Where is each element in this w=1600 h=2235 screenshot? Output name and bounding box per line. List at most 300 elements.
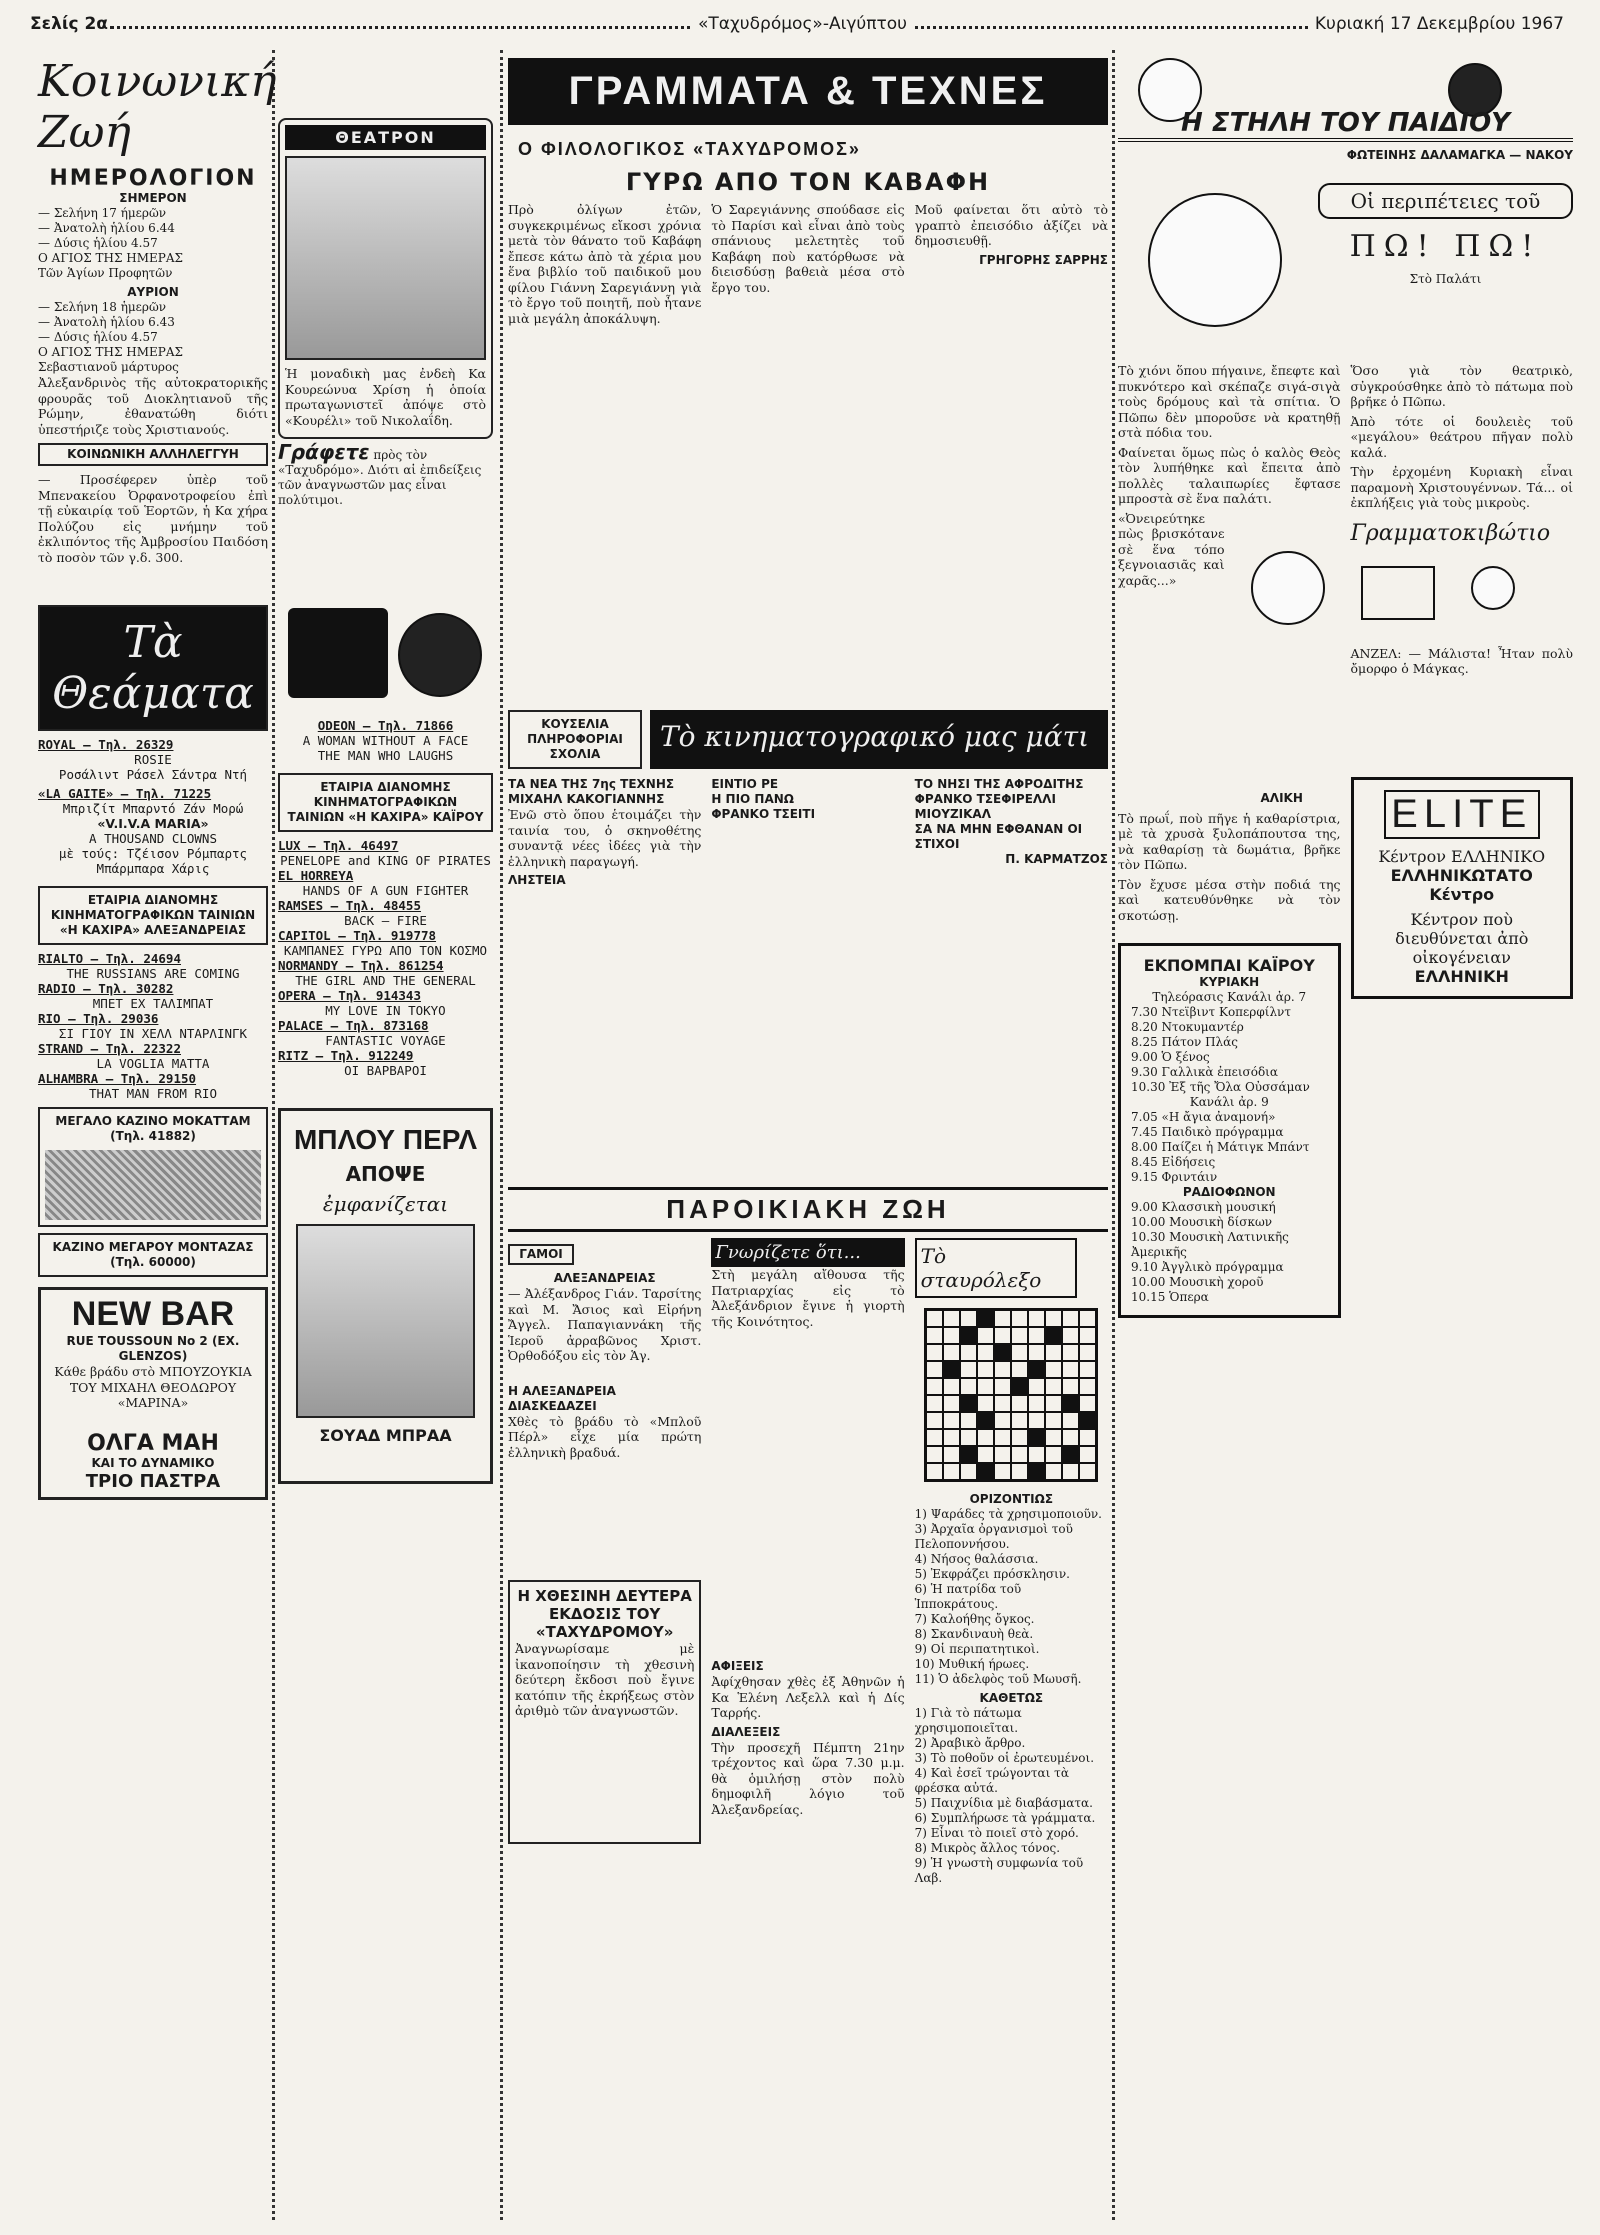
- tomorrow-line: Ο ΑΓΙΟΣ ΤΗΣ ΗΜΕΡΑΣ: [38, 345, 184, 359]
- tv-program: [1131, 1005, 1328, 1095]
- film-news-head: ΛΗΣΤΕΙΑ: [508, 873, 566, 887]
- crossword-cell: [977, 1429, 994, 1446]
- crossword-cell: [960, 1395, 977, 1412]
- tomorrow-line: — Δύσις ἡλίου 4.57: [38, 330, 158, 344]
- cinema-name: RAMSES — Τηλ. 48455: [278, 898, 421, 913]
- story-paragraph: Τὸν ἔχυσε μέσα στὴν ποδιά της καὶ κατευθύνθηκε νὰ τὸν σκοτώσῃ.: [1118, 876, 1341, 923]
- mailbox-title: Γραμματοκιβώτιο: [1350, 520, 1551, 546]
- film-news-text: Ἐνῶ στὸ ὅπου ἑτοιμάζει τὴν ταινία του, ὁ σκηνοθέτης συναντᾷ νέες ἰδέες γιὰ τὴν ἑλληνικὴ παραγωγή.: [508, 807, 702, 869]
- story-hero: ΠΩ! ΠΩ!: [1349, 229, 1542, 264]
- tv-slot: 8.45 Εἰδήσεις: [1131, 1155, 1216, 1169]
- tv-slot: 9.30 Γαλλικὰ ἐπεισόδια: [1131, 1065, 1278, 1079]
- crossword-cell: [926, 1463, 943, 1480]
- film-title: «V.I.V.A MARIA»: [97, 816, 209, 831]
- story-subtitle: Στὸ Παλάτι: [1409, 272, 1482, 286]
- crossword-cell: [1028, 1446, 1045, 1463]
- girl-caption: ΑΛΙΚΗ: [1260, 790, 1303, 805]
- crossword-cell: [994, 1327, 1011, 1344]
- singer-name: ΟΛΓΑ ΜΑΗ: [87, 1430, 219, 1456]
- tv-slot: 8.20 Ντοκυμαντέρ: [1131, 1020, 1244, 1034]
- casino-ad: [38, 1233, 268, 1277]
- clue: 4) Νήσος θαλάσσια.: [914, 1552, 1039, 1566]
- crossword-cell: [1062, 1446, 1079, 1463]
- cinema-name: EL HORREYA: [278, 868, 354, 883]
- crossword-cell: [943, 1310, 960, 1327]
- children-banner: [1118, 58, 1573, 138]
- elite-line: ΕΛΛΗΝΙΚΩΤΑΤΟ Κέντρο: [1390, 865, 1533, 904]
- crossword-cell: [943, 1395, 960, 1412]
- story-title-box: [1318, 173, 1573, 363]
- cinema-listing: [278, 718, 493, 763]
- crossword-cell: [1045, 1378, 1062, 1395]
- crossword-cell: [926, 1412, 943, 1429]
- shows-title: Τὰ Θεάματα: [38, 605, 268, 731]
- children-column: [1118, 48, 1573, 2220]
- clue: 9) Ἡ γνωστὴ συμφωνία τοῦ Λαβ.: [914, 1856, 1084, 1885]
- crossword-cell: [1011, 1344, 1028, 1361]
- theatre-column: [278, 48, 493, 2220]
- clue: 9) Οἱ περιπατητικοὶ.: [914, 1642, 1040, 1656]
- community-title: ΠΑΡΟΙΚΙΑΚΗ ΖΩΗ: [508, 1187, 1108, 1232]
- lecture-title: Η ΑΛΕΞΑΝΔΡΕΙΑ ΔΙΑΣΚΕΔΑΖΕΙ: [508, 1383, 616, 1413]
- today-line: — Σελήνη 17 ήμερῶν: [38, 206, 167, 220]
- cinema-name: CAPITOL — Τηλ. 919778: [278, 928, 437, 943]
- crossword-cell: [926, 1446, 943, 1463]
- crossword-cell: [1011, 1446, 1028, 1463]
- city-label: ΑΛΕΞΑΝΔΡΕΙΑΣ: [553, 1271, 656, 1285]
- band-line: ΚΑΙ ΤΟ ΔΥΝΑΜΙΚΟ: [91, 1455, 215, 1470]
- clue: 7) Εἶναι τὸ ποιεῖ στὸ χορό.: [914, 1826, 1079, 1840]
- mailbox-drawing: [1351, 556, 1574, 646]
- crossword-cell: [960, 1344, 977, 1361]
- casino-ad: [38, 1107, 268, 1227]
- crossword-cell: [994, 1395, 1011, 1412]
- children-title: Η ΣΤΗΛΗ ΤΟΥ ΠΑΙΔΙΟΥ: [1118, 108, 1573, 142]
- casino-name: ΜΕΓΑΛΟ ΚΑΖΙΝΟ ΜΟΚΑΤΤΑΜ (Τηλ. 41882): [55, 1114, 251, 1143]
- new-bar-title: NEW BAR: [71, 1295, 235, 1333]
- article-body: [508, 202, 1108, 702]
- elite-ad: [1351, 777, 1574, 999]
- radio-program: [1131, 1200, 1328, 1305]
- crossword-cell: [943, 1361, 960, 1378]
- crossword-cell: [943, 1344, 960, 1361]
- crossword-cell: [926, 1344, 943, 1361]
- singer-name: ΣΟΥΑΔ ΜΠΡΑΑ: [319, 1426, 452, 1445]
- radio-label: ΡΑΔΙΟΦΩΝΟΝ: [1182, 1185, 1276, 1199]
- column-author: ΦΩΤΕΙΝΗΣ ΔΑΛΑΜΑΓΚΑ — ΝΑΚΟΥ: [1346, 148, 1573, 162]
- radio-day: ΚΥΡΙΑΚΗ: [1199, 975, 1260, 989]
- crossword-cell: [926, 1378, 943, 1395]
- film-title: ΣΙ ΓΙΟΥ ΙΝ ΧΕΛΛ ΝΤΑΡΛΙΝΓΚ: [58, 1026, 248, 1041]
- lectures-text: Τὴν προσεχῆ Πέμπτη 21ην τρέχοντος καὶ ὥρα 7.30 μ.μ. θὰ ὁμιλήσῃ στὸν πολὺ δημοφιλῆ λόγιο τοῦ Ἀλεξανδρείας.: [711, 1739, 905, 1817]
- clue: 7) Καλοήθης ὄγκος.: [914, 1612, 1035, 1626]
- elite-title: ELITE: [1384, 790, 1541, 839]
- today-line: — Ἀνατολὴ ἡλίου 6.44: [38, 221, 175, 235]
- tomorrow-line: Σεβαστιανοῦ μάρτυρος: [38, 360, 179, 374]
- crossword-cell: [977, 1463, 994, 1480]
- clue: 4) Καὶ ἐσεῖ τρώγονται τὰ φρέσκα αὐτά.: [914, 1766, 1069, 1795]
- write-to-us: [278, 440, 493, 508]
- film-cast: μὲ τούς: Τζέισον Ρόμπαρτς Μπάρμπαρα Χάρις: [58, 846, 248, 876]
- crossword-cell: [1079, 1463, 1096, 1480]
- cinema-name: NORMANDY — Τηλ. 861254: [278, 958, 444, 973]
- cinema-name: RIALTO — Τηλ. 24694: [38, 951, 181, 966]
- film-title: BACK — FIRE: [344, 913, 427, 928]
- arts-column: [508, 48, 1108, 2220]
- story-title: Οἱ περιπέτειες τοῦ: [1318, 183, 1573, 219]
- actress-photo: [285, 156, 486, 360]
- tv-slot: 9.00 Ὁ ξένος: [1131, 1050, 1210, 1064]
- mail-text: ΑΝΖΕΛ: — Μάλιστα! Ἦταν πολὺ ὄμορφο ὁ Μάγκας.: [1350, 645, 1573, 676]
- clue: 3) Τὸ ποθοῦν οἱ ἐρωτευμένοι.: [914, 1751, 1095, 1765]
- crossword-cell: [1079, 1361, 1096, 1378]
- radio-box: [1118, 943, 1341, 1318]
- photo-caption: Ἡ μοναδικὴ μας ἐνδεὴ Κα Κουρεώνυα Χρίση ἡ ὁποία πρωταγωνιστεῖ ἀπόψε στὸ «Κουρέλι» τοῦ Νικολαΐδη.: [285, 366, 486, 428]
- film-title: HANDS OF A GUN FIGHTER: [302, 883, 469, 898]
- cinema-name: ODEON — Τηλ. 71866: [317, 718, 454, 733]
- crossword-cell: [1028, 1463, 1045, 1480]
- film-news-head: Η ΠΙΟ ΠΑΝΩ: [711, 792, 795, 806]
- across-clues: [915, 1507, 1108, 1687]
- page-header: [0, 8, 1600, 48]
- crossword-cell: [977, 1327, 994, 1344]
- today-line: Ο ΑΓΙΟΣ ΤΗΣ ΗΜΕΡΑΣ: [38, 251, 184, 265]
- crossword-cell: [1062, 1344, 1079, 1361]
- cinema-name: LUX — Τηλ. 46497: [278, 838, 399, 853]
- tv-slot: 10.30 Ἐξ τῆς Ὄλα Οὐσσάμαν: [1131, 1080, 1310, 1094]
- blue-pearl-ad: [278, 1108, 493, 1484]
- tv-slot: 7.30 Ντεϊβιντ Κοπερφίλντ: [1131, 1005, 1291, 1019]
- film-title: THE GIRL AND THE GENERAL: [295, 973, 476, 988]
- tomorrow-line: Ἀλεξανδρινὸς τῆς αὐτοκρατορικῆς φρουρᾶς τοῦ Διοκλητιανοῦ τῆς Ρώμην, ἐθανατώθη διότι ὑπεστήριζε τοὺς Χριστιανούς.: [38, 375, 268, 437]
- film-news-head: ΤΟ ΝΗΣΙ ΤΗΣ ΑΦΡΟΔΙΤΗΣ: [914, 777, 1084, 791]
- crossword-cell: [1062, 1310, 1079, 1327]
- crossword-cell: [1028, 1429, 1045, 1446]
- column-divider: [500, 50, 503, 2220]
- film-title: THAT MAN FROM RIO: [89, 1086, 217, 1101]
- article-paragraph: Πρὸ ὀλίγων ἐτῶν, συγκεκριμένως εἴκοσι χρόνια μετὰ τὸν θάνατο τοῦ Καβάφη ἔπεσε κάτω ἀπὸ τὰ χέρια μου ἕνα βιβλίο τοῦ παιδικοῦ μου φίλου Γιάννη Σαρεγιάννη γιὰ τὸ ἔργο τοῦ ποιητῆ, ποὺ ἦτανε μιὰ μεγάλη ἀποκάλυψη.: [508, 202, 702, 326]
- cinema-name: RIO — Τηλ. 29036: [38, 1011, 159, 1026]
- cinema-name: ALHAMBRA — Τηλ. 29150: [38, 1071, 197, 1086]
- today-label: ΣΗΜΕΡΟΝ: [119, 191, 187, 205]
- crossword-cell: [994, 1361, 1011, 1378]
- solidarity-text: — Προσέφερεν ὑπὲρ τοῦ Μπενακείου Ὀρφανοτροφείου ἐπὶ τῇ εὐκαιρίᾳ τοῦ Ἑορτῶν, ἡ Κα χήρα Πολύζου εἰς μνήμην τοῦ ἐκλιπόντος τῆς Ἀμβροσίου Παιδόση τὸ ποσὸν τῶν γ.δ. 300.: [38, 472, 268, 565]
- clue: 1) Γιὰ τὸ πάτωμα χρησιμοποιεῖται.: [914, 1706, 1022, 1735]
- crossword-cell: [1079, 1310, 1096, 1327]
- second-edition-box: [508, 1580, 701, 1844]
- crossword-cell: [1045, 1463, 1062, 1480]
- clue: 8) Σκανδιναυὴ θεὰ.: [914, 1627, 1034, 1641]
- elite-line: ΕΛΛΗΝΙΚΗ: [1414, 966, 1509, 986]
- film-title: ΜΠΕΤ ΕΧ ΤΑΛΙΜΠΑΤ: [92, 996, 214, 1011]
- singer-photo: [296, 1224, 475, 1418]
- elite-line: Κέντρον ποὺ διευθύνεται ἀπὸ οἰκογένειαν: [1395, 909, 1529, 967]
- crossword-cell: [977, 1344, 994, 1361]
- crossword-cell: [943, 1429, 960, 1446]
- story-body: [1118, 363, 1573, 1304]
- crossword-cell: [960, 1310, 977, 1327]
- crossword-cell: [1062, 1378, 1079, 1395]
- clue: 6) Συμπλήρωσε τὰ γράμματα.: [914, 1811, 1096, 1825]
- new-bar-text: Κάθε βράδυ στὸ ΜΠΟΥΖΟΥΚΙΑ ΤΟΥ ΜΙΧΑΗΛ ΘΕΟΔΩΡΟΥ «ΜΑΡΙΝΑ»: [54, 1364, 252, 1410]
- solidarity-title: ΚΟΙΝΩΝΙΚΗ ΑΛΛΗΛΕΓΓΥΗ: [38, 443, 268, 466]
- crossword-cell: [994, 1429, 1011, 1446]
- girl-illustration: [1231, 511, 1341, 811]
- down-label: ΚΑΘΕΤΩΣ: [979, 1691, 1044, 1705]
- new-bar-address: RUE TOUSSOUN No 2 (EX. GLENZOS): [66, 1334, 240, 1363]
- reel-icon: [398, 613, 482, 697]
- crossword-cell: [977, 1446, 994, 1463]
- crossword-cell: [1062, 1412, 1079, 1429]
- crossword-cell: [1011, 1378, 1028, 1395]
- girl-illustration-row: [1118, 511, 1341, 811]
- tonight-label: ΑΠΟΨΕ: [345, 1162, 426, 1186]
- today-block: [38, 206, 268, 281]
- tv-channel: Τηλεόρασις Κανάλι ἀρ. 7: [1152, 990, 1307, 1004]
- tv-slot: 7.05 «Η ἄγια ἀναμονή»: [1131, 1110, 1276, 1124]
- crossword-cell: [943, 1446, 960, 1463]
- crossword-cell: [960, 1378, 977, 1395]
- film-title: ΚΑΜΠΑΝΕΣ ΓΥΡΩ ΑΠΟ ΤΟΝ ΚΟΣΜΟ: [283, 943, 488, 958]
- crossword-cell: [926, 1361, 943, 1378]
- crossword-cell: [994, 1412, 1011, 1429]
- crossword-cell: [960, 1429, 977, 1446]
- casino-photo: [45, 1150, 261, 1220]
- film-title: A THOUSAND CLOWNS: [89, 831, 217, 846]
- crossword-cell: [977, 1378, 994, 1395]
- elite-line: Κέντρον ΕΛΛΗΝΙΚΟ: [1378, 846, 1546, 866]
- tv-program: [1131, 1110, 1328, 1185]
- calendar-title: ΗΜΕΡΟΛΟΓΙΟΝ: [49, 166, 257, 191]
- column-divider: [272, 50, 275, 2220]
- story-paragraph: Ἀπὸ τότε οἱ δουλειὲς τοῦ «μεγάλου» θεάτρου πῆγαν πολὺ καλά.: [1350, 413, 1573, 460]
- crossword-cell: [926, 1310, 943, 1327]
- gossip-title: ΚΟΥΣΕΛΙΑ ΠΛΗΡΟΦΟΡΙΑΙ ΣΧΟΛΙΑ: [508, 710, 642, 769]
- write-text: πρὸς τὸν «Ταχυδρόμο». Διότι αἱ ἐπιδείξεις τῶν ἀναγνωστῶν μας εἶναι πολύτιμοι.: [278, 448, 482, 507]
- crossword-cell: [994, 1344, 1011, 1361]
- film-news-head: ΦΡΑΝΚΟ ΤΣΕΦΙΡΕΛΛΙ: [914, 792, 1056, 806]
- today-line: Τῶν Ἁγίων Προφητῶν: [38, 266, 173, 280]
- theatre-box: [278, 118, 493, 439]
- write-title: Γράφετε: [278, 440, 370, 464]
- down-clues: [915, 1706, 1108, 1886]
- story-paragraph: Τὸ πρωΐ, ποὺ πῆγε ἡ καθαρίστρια, μὲ τὰ χρυσὰ ξυλοπάπουτσα της, νὰ καθαρίσῃ τὰ δωμάτια, βρῆκε τὸν Πῶπω.: [1118, 810, 1341, 872]
- film-news-head: ΜΙΧΑΗΛ ΚΑΚΟΓΙΑΝΝΗΣ: [508, 792, 665, 806]
- crossword-cell: [994, 1310, 1011, 1327]
- crossword-cell: [1045, 1395, 1062, 1412]
- film-news-head: ΜΙΟΥΖΙΚΑΛ: [914, 807, 991, 821]
- clue: 10) Μυθική ήρωες.: [914, 1657, 1030, 1671]
- film-title: ROSIE: [134, 752, 172, 767]
- crossword-cell: [1079, 1429, 1096, 1446]
- distributor-box: ΕΤΑΙΡΙΑ ΔΙΑΝΟΜΗΣ ΚΙΝΗΜΑΤΟΓΡΑΦΙΚΩΝ ΤΑΙΝΙΩΝ «Η ΚΑΧΙΡΑ» ΑΛΕΞΑΝΔΡΕΙΑΣ: [38, 886, 268, 945]
- new-bar-ad: [38, 1287, 268, 1500]
- across-label: ΟΡΙΖΟΝΤΙΩΣ: [969, 1492, 1054, 1506]
- crossword-cell: [960, 1463, 977, 1480]
- story-paragraph: Τὴν ἐρχομένη Κυριακὴ εἶναι παραμονὴ Χριστουγέννων. Τά... οἱ ἐκπλήξεις γιὰ τοὺς μικροὺς.: [1350, 464, 1573, 510]
- tomorrow-block: [38, 300, 268, 437]
- cinema-eye-title: Τὸ κινηματογραφικό μας μάτι: [650, 710, 1108, 769]
- crossword-cell: [994, 1463, 1011, 1480]
- film-cast: Ροσάλιντ Ράσελ Σάντρα Ντή: [58, 767, 248, 782]
- tomorrow-label: ΑΥΡΙΟΝ: [127, 285, 179, 299]
- crossword-cell: [926, 1395, 943, 1412]
- film-author: Π. ΚΑΡΜΑΤΖΟΣ: [1005, 852, 1108, 866]
- story-paragraph: Φαίνεται ὅμως πὼς ὁ καλὸς Θεὸς τὸν λυπήθηκε καὶ ἔπειτα ἀπὸ πολλὲς ταλαιπωρίες ἔφτασε μπροστὰ σὲ ἕνα παλάτι.: [1118, 444, 1341, 506]
- crossword-cell: [1045, 1429, 1062, 1446]
- clue: 2) Ἀραβικὸ ἄρθρο.: [914, 1736, 1026, 1750]
- crossword-cell: [1011, 1395, 1028, 1412]
- did-you-know-title: Γνωρίζετε ὅτι...: [711, 1238, 904, 1267]
- crossword-cell: [1079, 1412, 1096, 1429]
- crossword-cell: [1062, 1327, 1079, 1344]
- crossword-cell: [1079, 1327, 1096, 1344]
- wedding-text: — Ἀλέξανδρος Γιάν. Ταρσίτης καὶ Μ. Ἄσιος καὶ Εἰρήνη Ἄγγελ. Παπαγιαννάκη τῆς Ἱεροῦ ἀρραβῶνος Χριστ. Ὀρθοδόξου εἰς τὸν Ἁγ.: [508, 1286, 702, 1363]
- issue-date: Κυριακή 17 Δεκεμβρίου 1967: [1309, 14, 1570, 34]
- crossword-cell: [977, 1412, 994, 1429]
- crossword-cell: [1028, 1412, 1045, 1429]
- crossword-cell: [994, 1378, 1011, 1395]
- cinema-listing: [38, 737, 268, 782]
- crossword-cell: [960, 1361, 977, 1378]
- crossword-cell: [1028, 1395, 1045, 1412]
- film-news-head: ΤΑ ΝΕΑ ΤΗΣ 7ης ΤΕΧΝΗΣ: [508, 777, 675, 791]
- tv-slot: 8.00 Παίζει ἡ Μάτιγκ Μπάντ: [1131, 1140, 1310, 1154]
- tomorrow-line: — Ἀνατολὴ ἡλίου 6.43: [38, 315, 175, 329]
- crossword-cell: [1011, 1429, 1028, 1446]
- crossword-cell: [926, 1429, 943, 1446]
- cinema-name: ROYAL — Τηλ. 26329: [38, 737, 174, 752]
- arrivals-title: ΑΦΙΞΕΙΣ: [711, 1659, 764, 1673]
- second-edition-text: Ἀναγνωρίσαμε μὲ ἰκανοποίησιν τὴ χθεσινὴ δεύτερη ἔκδοσι ποὺ ἔγινε κατόπιν τῆς ἐκρήξεως στὸν ἀριθμὸ τῶν ἀναγνωστῶν.: [515, 1641, 695, 1718]
- crossword-cell: [926, 1327, 943, 1344]
- clue: 8) Μικρὸς ἄλλος τόνος.: [914, 1841, 1061, 1855]
- crossword-cell: [1011, 1361, 1028, 1378]
- crossword-cell: [1011, 1463, 1028, 1480]
- crossword-cell: [943, 1463, 960, 1480]
- crossword-cell: [1062, 1463, 1079, 1480]
- film-reel-graphic: [278, 598, 493, 708]
- distributor-box: ΕΤΑΙΡΙΑ ΔΙΑΝΟΜΗΣ ΚΙΝΗΜΑΤΟΓΡΑΦΙΚΩΝ ΤΑΙΝΙΩΝ «Η ΚΑΧΙΡΑ» ΚΑΪΡΟΥ: [278, 773, 493, 832]
- mailbox-icon: [1361, 566, 1435, 620]
- story-paragraph: Ὅσο γιὰ τὸν θεατρικὸ, σὐγκρούσθηκε ἀπὸ τὸ πάτωμα ποὺ βρῆκε ὁ Πῶπω.: [1350, 363, 1573, 409]
- crossword-cell: [1045, 1361, 1062, 1378]
- crossword-cell: [1079, 1378, 1096, 1395]
- cinema-name: STRAND — Τηλ. 22322: [38, 1041, 181, 1056]
- crossword-cell: [977, 1310, 994, 1327]
- radio-slot: 9.10 Ἀγγλικὸ πρόγραμμα: [1131, 1260, 1284, 1274]
- crossword-cell: [1045, 1412, 1062, 1429]
- today-line: — Δύσις ἡλίου 4.57: [38, 236, 158, 250]
- lecture-text: Χθὲς τὸ βράδυ τὸ «Μπλοῦ Πέρλ» εἶχε μία πρώτη ἑλληνικὴ βραδυά.: [508, 1413, 702, 1460]
- crossword-cell: [1062, 1361, 1079, 1378]
- arrivals-text: Ἀφίχθησαν χθὲς ἐξ Ἀθηνῶν ἡ Κα Ἑλένη Λεξελλ καὶ ἡ Δίς Ταρρής.: [711, 1674, 905, 1720]
- radio-slot: 10.30 Μουσικὴ Λατινικῆς Ἀμερικῆς: [1131, 1230, 1289, 1259]
- blue-pearl-title: ΜΠΛΟΥ ΠΕΡΛ: [293, 1124, 478, 1155]
- radio-slot: 10.00 Μουσικὴ δίσκων: [1131, 1215, 1273, 1229]
- crossword-cell: [1045, 1344, 1062, 1361]
- crossword-cell: [977, 1395, 994, 1412]
- crossword-grid: [924, 1308, 1098, 1482]
- arts-banner: ΓΡΑΜΜΑΤΑ & ΤΕΧΝΕΣ: [508, 58, 1108, 125]
- weddings-label: ΓΑΜΟΙ: [508, 1244, 574, 1265]
- film-title: FANTASTIC VOYAGE: [325, 1033, 446, 1048]
- social-life-column: [38, 48, 277, 2220]
- clue: 11) Ὁ ἀδελφὸς τοῦ Μωυσῆ.: [914, 1672, 1082, 1686]
- radio-slot: 9.00 Κλασσικὴ μουσική: [1131, 1200, 1276, 1214]
- crossword-cell: [943, 1378, 960, 1395]
- clue: 6) Ἡ πατρίδα τοῦ Ἱπποκράτους.: [914, 1582, 1022, 1611]
- page-number: Σελίς 2α: [30, 14, 108, 34]
- clown-drawing: [1118, 173, 1318, 363]
- clue: 5) Ἐκφράζει πρόσκλησιν.: [914, 1567, 1070, 1581]
- article-author: ΓΡΗΓΟΡΗΣ ΣΑΡΡΗΣ: [979, 252, 1108, 267]
- crossword-cell: [1045, 1446, 1062, 1463]
- tv-channel: Κανάλι ἀρ. 9: [1189, 1095, 1269, 1109]
- trio-name: ΤΡΙΟ ΠΑΣΤΡΑ: [85, 1470, 221, 1492]
- crossword-cell: [1079, 1395, 1096, 1412]
- radio-title: ΕΚΠΟΜΠΑΙ ΚΑΪΡΟΥ: [1143, 956, 1315, 975]
- community-section: [508, 1238, 1108, 1998]
- crossword-cell: [1028, 1310, 1045, 1327]
- crossword-cell: [1011, 1327, 1028, 1344]
- did-you-know-text: Στὴ μεγάλη αἴθουσα τῆς Πατριαρχίας εἰς τὸ Ἀλεξάνδριον ἔγινε ἡ γιορτὴ τῆς Κοινότητος.: [711, 1267, 905, 1329]
- tv-slot: 7.45 Παιδικὸ πρόγραμμα: [1131, 1125, 1284, 1139]
- crossword-cell: [1028, 1378, 1045, 1395]
- film-title: LA VOGLIA MATTA: [96, 1056, 210, 1071]
- child-icon: [1471, 566, 1515, 610]
- film-title: A WOMAN WITHOUT A FACE: [302, 733, 469, 748]
- column-divider: [1112, 50, 1115, 2220]
- film-news: [508, 777, 1108, 1177]
- film-title: THE RUSSIANS ARE COMING: [66, 966, 240, 981]
- crossword-cell: [1028, 1327, 1045, 1344]
- crossword-cell: [1079, 1446, 1096, 1463]
- crossword-cell: [1011, 1310, 1028, 1327]
- cinema-name: RITZ — Τηλ. 912249: [278, 1048, 414, 1063]
- cinema-header: [508, 710, 1108, 769]
- crossword-cell: [1011, 1412, 1028, 1429]
- cinema-name: «LA GAITE» — Τηλ. 71225: [38, 786, 212, 801]
- clown-face-icon: [1148, 193, 1282, 327]
- tv-slot: 9.15 Φριντάιν: [1131, 1170, 1218, 1184]
- paper-name: «Ταχυδρόμος»-Αιγύπτου: [690, 14, 915, 34]
- film-title: ΟΙ ΒΑΡΒΑΡΟΙ: [344, 1063, 427, 1078]
- article-paragraph: Ὁ Σαρεγιάννης σπούδασε εἰς τὸ Παρίσι καὶ εἶναι ἀπὸ τοὺς σπάνιους μελετητὲς τοῦ Καβάφη ποὺ κατόρθωσε νὰ διεισδύσῃ βαθειὰ μέσα στὸ ἔργο του.: [711, 202, 905, 295]
- philological-subtitle: Ο ΦΙΛΟΛΟΓΙΚΟΣ «ΤΑΧΥΔΡΟΜΟΣ»: [518, 139, 861, 159]
- cinema-name: PALACE — Τηλ. 873168: [278, 1018, 429, 1033]
- radio-slot: 10.00 Μουσικὴ χοροῦ: [1131, 1275, 1264, 1289]
- story-header: [1118, 173, 1573, 363]
- clue: 1) Ψαράδες τὰ χρησιμοποιοῦν.: [914, 1507, 1102, 1521]
- radio-slot: 10.15 Ὁπερα: [1131, 1290, 1209, 1304]
- film-title: PENELOPE and KING OF PIRATES: [280, 853, 491, 868]
- appears-label: ἐμφανίζεται: [322, 1192, 449, 1216]
- film-news-head: ΣΑ ΝΑ ΜΗΝ ΕΦΘΑΝΑΝ ΟΙ ΣΤΙΧΟΙ: [914, 822, 1083, 851]
- reel-icon: [288, 608, 388, 698]
- lectures-title: ΔΙΑΛΕΞΕΙΣ: [711, 1724, 781, 1739]
- crossword-cell: [1079, 1344, 1096, 1361]
- clue: 5) Παιχνίδια μὲ διαβάσματα.: [914, 1796, 1093, 1810]
- girl-face-icon: [1251, 551, 1325, 625]
- crossword-cell: [943, 1412, 960, 1429]
- cinema-listing: [278, 838, 493, 1078]
- crossword-cell: [1045, 1310, 1062, 1327]
- film-title: MY LOVE IN TOKYO: [325, 1003, 446, 1018]
- cinema-name: RADIO — Τηλ. 30282: [38, 981, 174, 996]
- film-cast: Μπριζίτ Μπαρντό Ζάν Μορώ: [62, 801, 244, 816]
- crossword-cell: [1028, 1361, 1045, 1378]
